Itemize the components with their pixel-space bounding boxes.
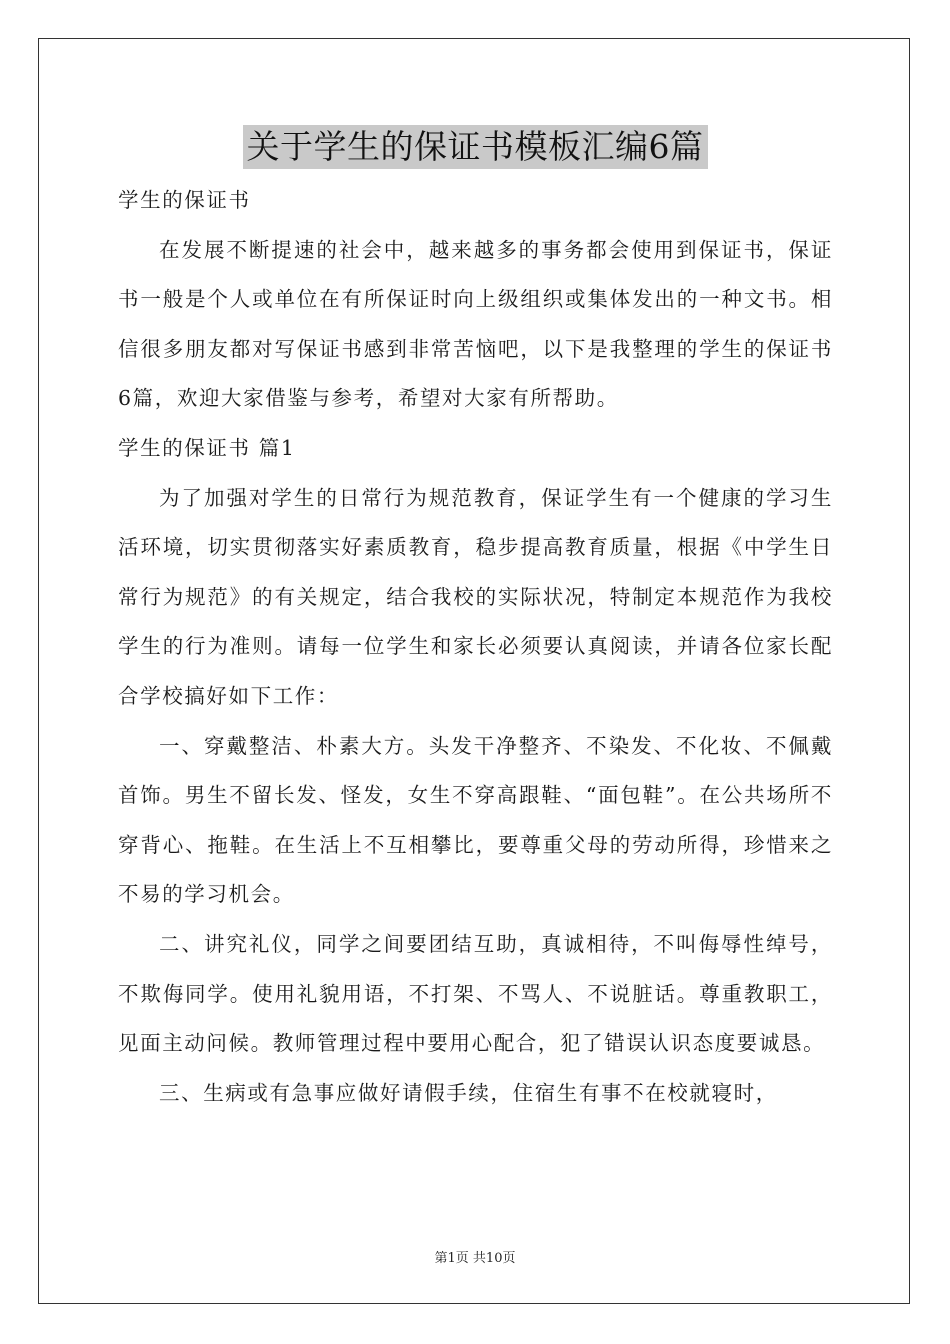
page-footer: 第1页 共10页 — [434, 1251, 516, 1266]
intro-paragraph: 在发展不断提速的社会中，越来越多的事务都会使用到保证书，保证书一般是个人或单位在有所保证时向上级组织或集体发出的一种文书。相信很多朋友都对写保证书感到非常苦恼吧，以下是我整理的学生的保证书6篇，欢迎大家借鉴与参考，希望对大家有所帮助。 — [118, 237, 833, 411]
section-heading: 学生的保证书 — [118, 188, 251, 212]
section-subheading: 学生的保证书 篇1 — [118, 435, 296, 460]
document-body — [118, 176, 833, 1118]
title-container — [0, 125, 950, 169]
document-title: 关于学生的保证书模板汇编6篇 — [243, 125, 708, 169]
body-paragraph: 二、讲究礼仪，同学之间要团结互助，真诚相待，不叫侮辱性绰号，不欺侮同学。使用礼貌用语，不打架、不骂人、不说脏话。尊重教职工，见面主动问候。教师管理过程中要用心配合，犯了错误认识态度要诚恳。 — [118, 931, 833, 1056]
body-paragraph: 一、穿戴整洁、朴素大方。头发干净整齐、不染发、不化妆、不佩戴首饰。男生不留长发、怪发，女生不穿高跟鞋、“面包鞋”。在公共场所不穿背心、拖鞋。在生活上不互相攀比，要尊重父母的劳动所得，珍惜来之不易的学习机会。 — [118, 733, 833, 907]
body-paragraph: 三、生病或有急事应做好请假手续，住宿生有事不在校就寝时， — [159, 1080, 778, 1105]
body-paragraph: 为了加强对学生的日常行为规范教育，保证学生有一个健康的学习生活环境，切实贯彻落实好素质教育，稳步提高教育质量，根据《中学生日常行为规范》的有关规定，结合我校的实际状况，特制定本规范作为我校学生的行为准则。请每一位学生和家长必须要认真阅读，并请各位家长配合学校搞好如下工作： — [118, 485, 833, 708]
